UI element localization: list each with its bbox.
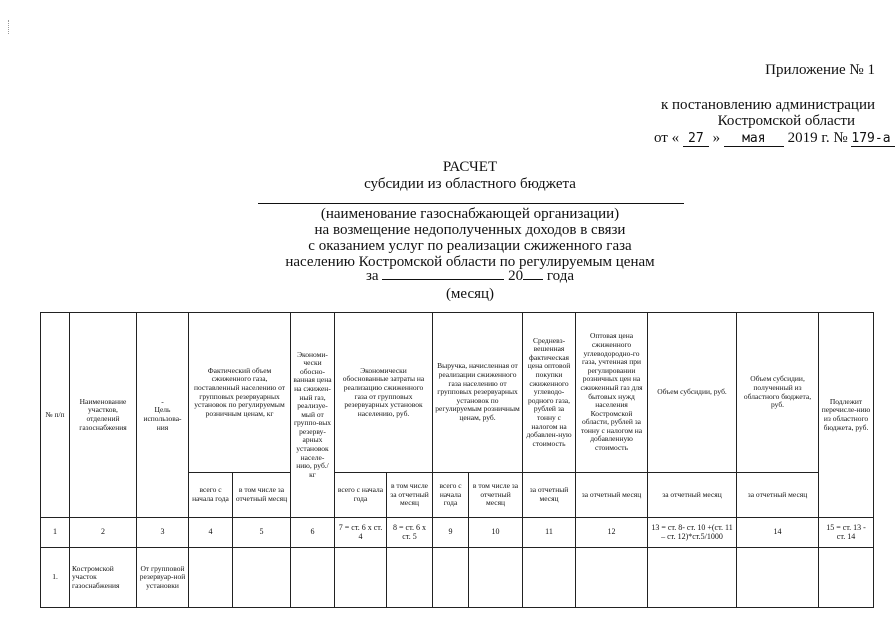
date-prefix: от « <box>654 130 680 146</box>
decree-date-line <box>654 131 895 147</box>
col-wholesale-price-header: Оптовая цена сжиженного углеводородно-го газа, учтенная при регулировании розничных цен на сжиженный газ для бытовых нужд населения Костромской области, рублей за тонну с налогом на добавленную стоимость <box>576 313 648 473</box>
col-received-header: Объем субсидии, полученный из областного бюджета, руб. <box>737 313 819 473</box>
doc-title: РАСЧЕТ <box>442 159 498 175</box>
org-caption: (наименование газоснабжающей организации) <box>320 206 620 222</box>
doc-subtitle: субсидии из областного бюджета <box>364 176 576 192</box>
purpose-dash: - <box>161 396 164 406</box>
col-price-header: Экономи-чески обосно-ванная цена на сжижен-ный газ, реализуе-мый от группо-вых резерву-арных установок населе-нию, руб./кг <box>291 313 335 518</box>
col-num-2: 2 <box>70 518 137 548</box>
period-year-prefix: 20 <box>508 268 524 284</box>
col-num-1: 1 <box>41 518 70 548</box>
row-cell-11 <box>523 548 576 608</box>
row-cell-14 <box>737 548 819 608</box>
col-payable-header: Подлежит перечисле-нию из областного бюджета, руб. <box>819 313 874 518</box>
row-cell-9 <box>433 548 469 608</box>
col-num-4: 4 <box>189 518 233 548</box>
date-mid: » <box>712 130 721 146</box>
column-numbers-row <box>41 518 874 548</box>
row-name: Костромской участок газоснабжения <box>70 548 137 608</box>
period-month-blank <box>382 279 504 280</box>
period-prefix: за <box>366 268 379 284</box>
row-purpose: От групповой резервуар-ной установки <box>137 548 189 608</box>
row-cell-12 <box>576 548 648 608</box>
col-num-8: 8 = ст. 6 х ст. 5 <box>387 518 433 548</box>
col-name-header: Наименование участков, отделений газоснабжения <box>70 313 137 518</box>
sub-received-month: за отчетный месяц <box>737 473 819 518</box>
col-num-14: 14 <box>737 518 819 548</box>
purpose-line-3: населению Костромской области по регулируемым ценам <box>285 254 655 270</box>
col-num-11: 11 <box>523 518 576 548</box>
col-num-7: 7 = ст. 6 х ст. 4 <box>335 518 387 548</box>
purpose-line-1: на возмещение недополученных доходов в связи <box>314 222 626 238</box>
col-subsidy-header: Объем субсидии, руб. <box>648 313 737 473</box>
purpose-header-text: Цель использова-ния <box>143 405 182 432</box>
row-cell-8 <box>387 548 433 608</box>
margin-mark <box>8 20 11 34</box>
purpose-line-2: с оказанием услуг по реализации сжиженного газа <box>308 238 632 254</box>
col-number-header: № п/п <box>41 313 70 518</box>
col-num-3: 3 <box>137 518 189 548</box>
row-cell-4 <box>189 548 233 608</box>
sub-revenue-month: в том числе за отчетный месяц <box>469 473 523 518</box>
col-num-9: 9 <box>433 518 469 548</box>
period-year-blank <box>523 279 543 280</box>
col-avg-price-header: Средневз-вешенная фактическая цена оптовой покупки сжиженного углеводо-родного газа, рублей за тонну с налогом на добавлен-ную стоимость <box>523 313 576 473</box>
col-num-15: 15 = ст. 13 - ст. 14 <box>819 518 874 548</box>
col-num-6: 6 <box>291 518 335 548</box>
sub-wholesale-month: за отчетный месяц <box>576 473 648 518</box>
period-line <box>366 269 574 284</box>
col-costs-header: Экономически обоснованные затраты на реализацию сжиженного газа от групповых резервуарных установок населению, руб. <box>335 313 433 473</box>
col-purpose-header <box>137 313 189 518</box>
table-row <box>41 548 874 608</box>
col-revenue-header: Выручка, начисленная от реализации сжиженного газа населению от групповых резервуарных установок по регулируемым розничным ценам, руб. <box>433 313 523 473</box>
period-suffix: года <box>546 268 574 284</box>
decree-line-1: к постановлению администрации <box>660 97 875 113</box>
sub-revenue-total: всего с начала года <box>433 473 469 518</box>
appendix-label: Приложение № 1 <box>765 62 875 78</box>
sub-avg-price-month: за отчетный месяц <box>523 473 576 518</box>
sub-subsidy-month: за отчетный месяц <box>648 473 737 518</box>
row-cell-10 <box>469 548 523 608</box>
date-year: 2019 г. № <box>787 130 848 146</box>
row-cell-13 <box>648 548 737 608</box>
row-number: 1. <box>41 548 70 608</box>
row-cell-15 <box>819 548 874 608</box>
col-num-5: 5 <box>233 518 291 548</box>
sub-volume-total: всего с начала года <box>189 473 233 518</box>
decree-line-2: Костромской области <box>717 113 855 129</box>
date-month: мая <box>724 131 784 147</box>
sub-volume-month: в том числе за отчетный месяц <box>233 473 291 518</box>
month-caption: (месяц) <box>445 286 495 302</box>
sub-costs-total: всего с начала года <box>335 473 387 518</box>
row-cell-7 <box>335 548 387 608</box>
col-num-12: 12 <box>576 518 648 548</box>
row-cell-6 <box>291 548 335 608</box>
sub-costs-month: в том числе за отчетный месяц <box>387 473 433 518</box>
decree-number: 179-а <box>851 131 895 147</box>
org-name-blank <box>258 203 684 204</box>
row-cell-5 <box>233 548 291 608</box>
col-volume-header: Фактический объем сжиженного газа, поставленный населению от групповых резервуарных установок по регулируемым розничным ценам, кг <box>189 313 291 473</box>
date-day: 27 <box>683 131 709 147</box>
col-num-10: 10 <box>469 518 523 548</box>
subsidy-table <box>40 312 874 608</box>
col-num-13: 13 = ст. 8- ст. 10 +(ст. 11 – ст. 12)*ст.5/1000 <box>648 518 737 548</box>
table-header-row <box>41 313 874 473</box>
